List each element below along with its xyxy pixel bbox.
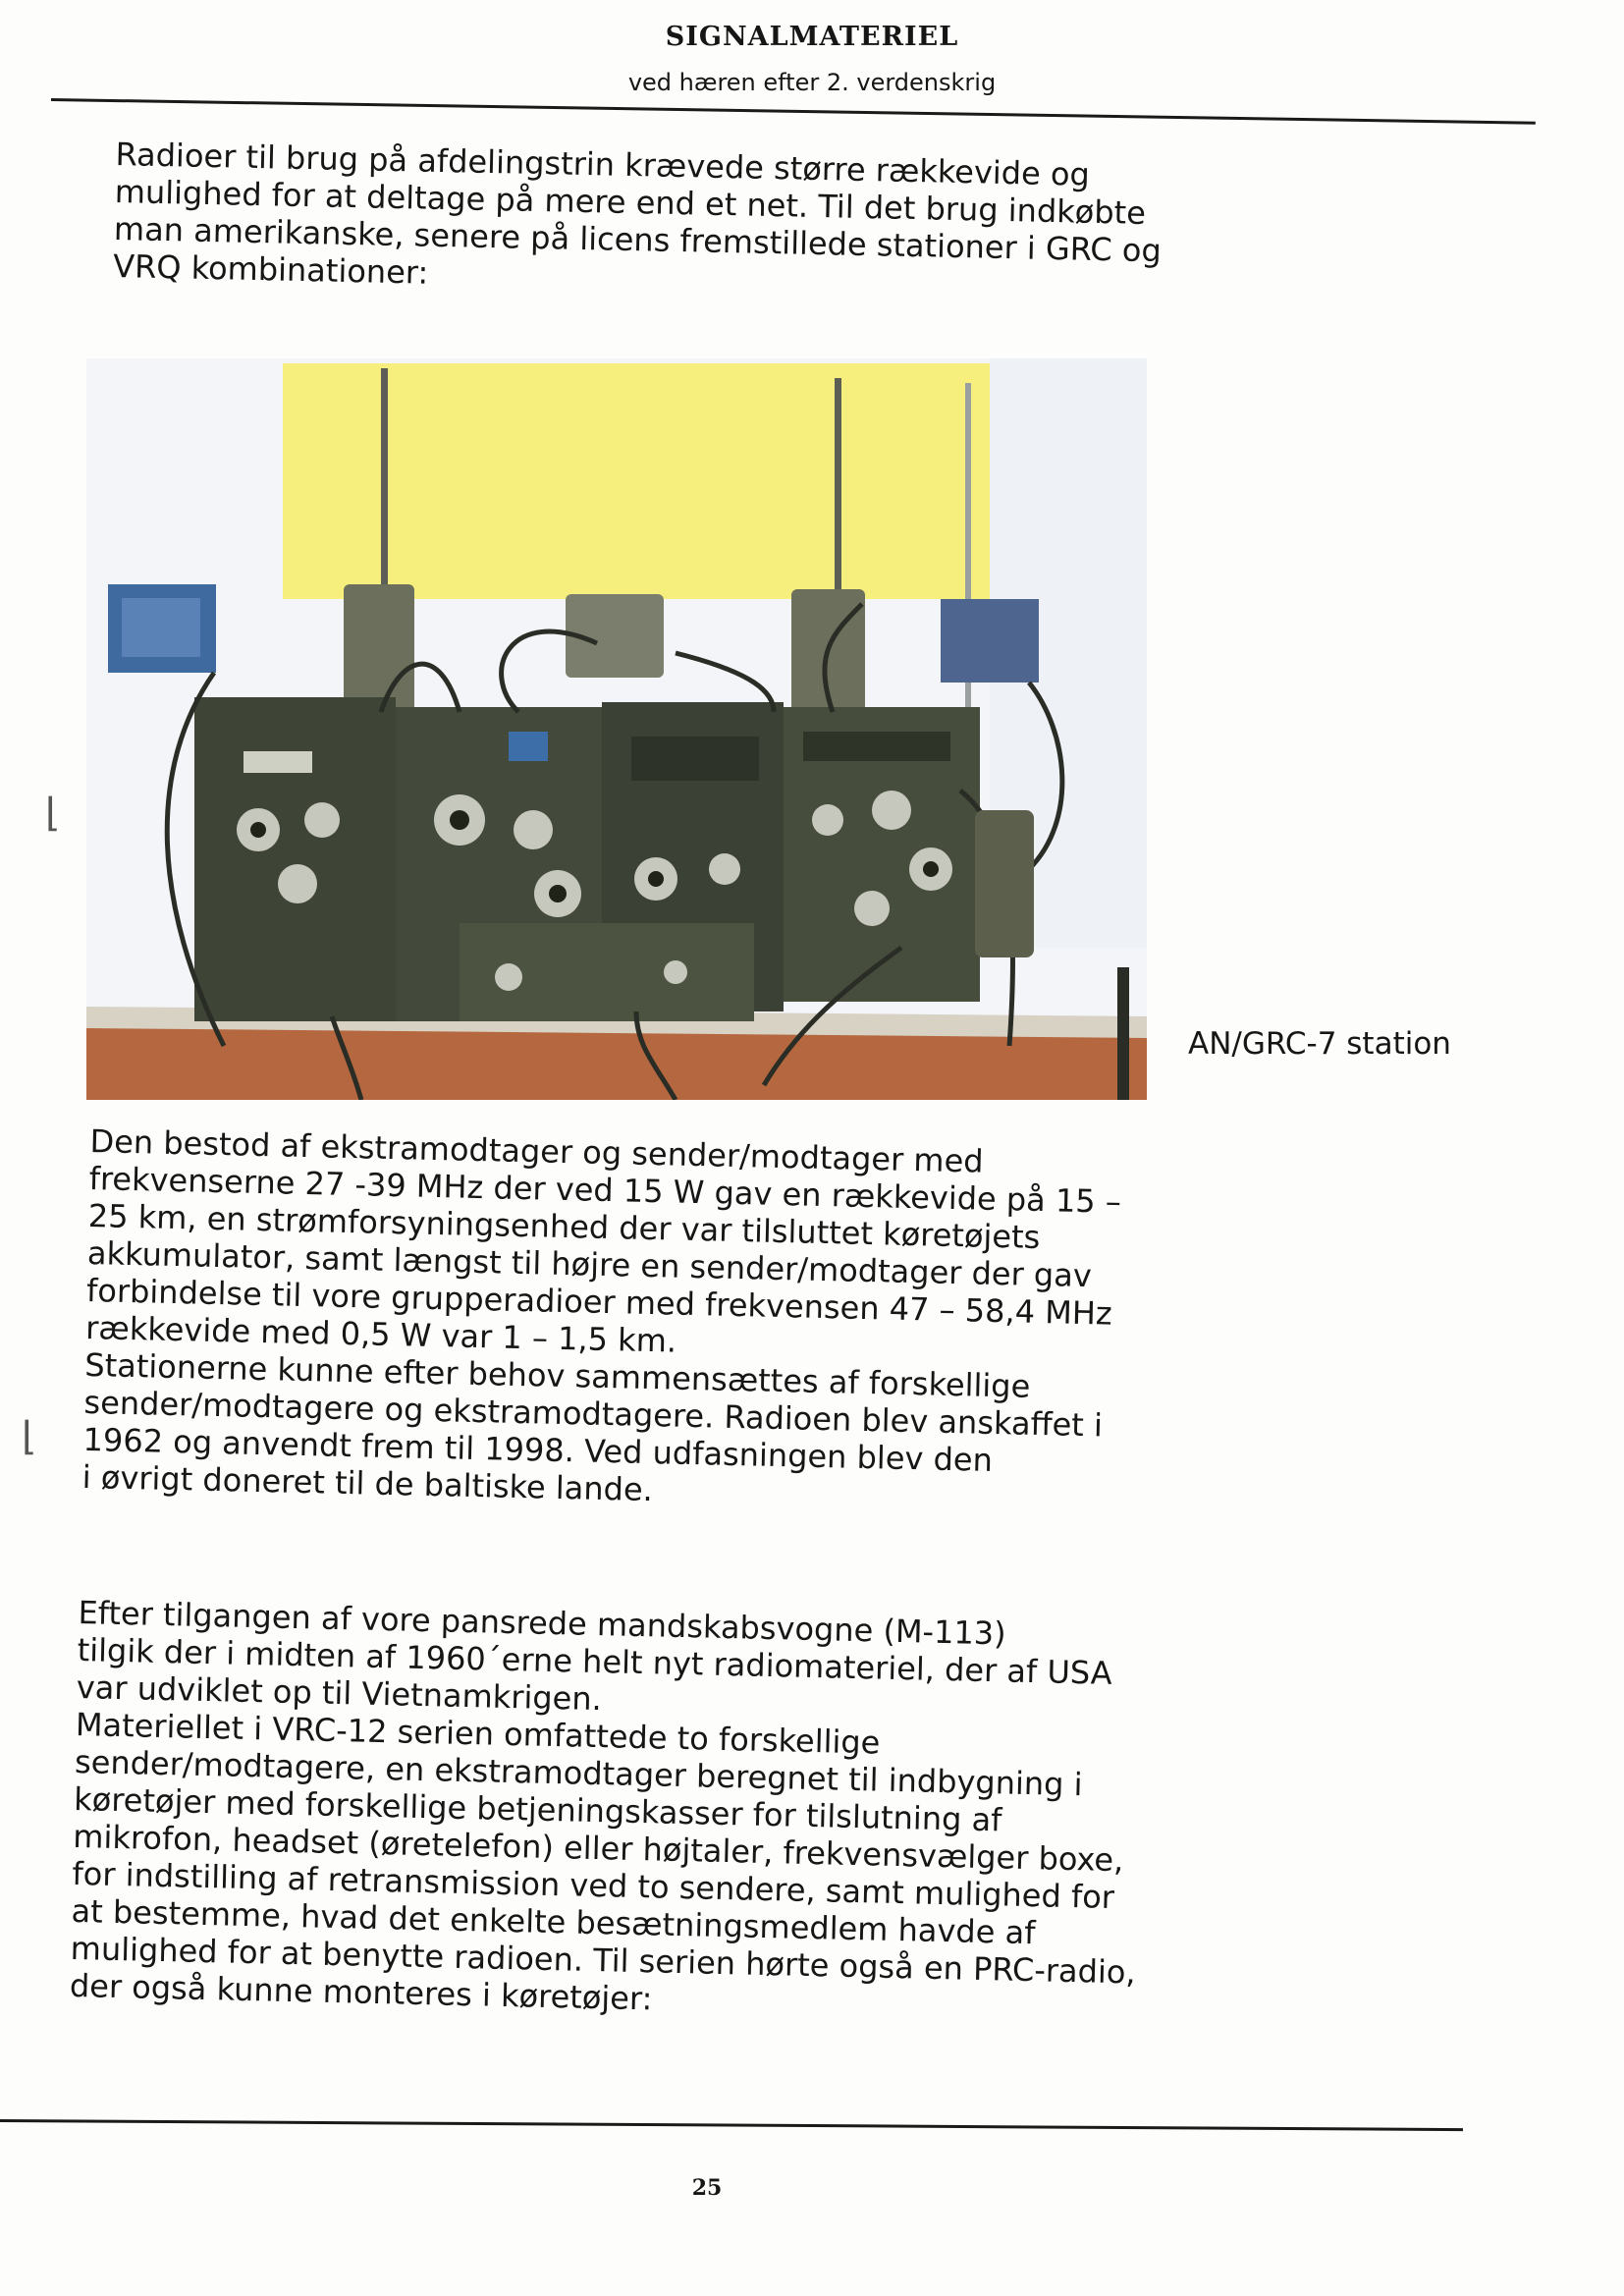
running-header-title: SIGNALMATERIEL: [665, 22, 959, 52]
punch-hole-mark-upper: ⌊: [45, 791, 61, 836]
punch-hole-mark-lower: ⌊: [22, 1414, 37, 1459]
radio-station-photo: [86, 358, 1147, 1100]
page-number: 25: [691, 2175, 723, 2201]
figure-caption: AN/GRC-7 station: [1188, 1026, 1451, 1062]
header-rule: [51, 98, 1536, 125]
intro-paragraph: Radioer til brug på afdelingstrin krævede større rækkevide og mulighed for at deltage på mere end et net. Til det brug indkøbte man amerikanske, senere på licens fremstillede stationer i GRC og VRQ kombinationer:: [112, 136, 1163, 292]
running-header-subtitle: ved hæren efter 2. verdenskrig: [627, 69, 997, 96]
vrc12-paragraph: Efter tilgangen af vore pansrede mandskabsvogne (M-113) tilgik der i midten af 1960´erne helt nyt radiomateriel, der af USA var udviklet op til Vietnamkrigen. Materiellet i VRC-12 serien omfattede to forskellige sender/modtagere, en ekstramodtager beregnet til indbygning i køretøjer med forskellige betjeningskasser for tilslutning af mikrofon, headset (øretelefon) eller højtaler, frekvensvælger boxe, for indstilling af retransmission ved to sendere, samt mulighed for at bestemme, hvad det enkelte besætningsmedlem havde af mulighed for at benytte radioen. Til serien hørte også en PRC-radio, der også kunne monteres i køretøjer:: [69, 1594, 1137, 2018]
footer-rule: [0, 2119, 1463, 2131]
station-description-paragraph: Den bestod af ekstramodtager og sender/modtager med frekvenserne 27 -39 MHz der ved 15 W gav en rækkevide på 15 – 25 km, en strømforsyningsenhed der var tilsluttet køretøjets akkumulator, samt længst til højre en sender/modtager der gav forbindelse til vore grupperadioer med frekvensen 47 – 58,4 MHz rækkevide med 0,5 W var 1 – 1,5 km. Stationerne kunne efter behov sammensættes af forskellige sender/modtagere og ekstramodtagere. Radioen blev anskaffet i 1962 og anvendt frem til 1998. Ved udfasningen blev den i øvrigt doneret til de baltiske lande.: [81, 1122, 1122, 1509]
